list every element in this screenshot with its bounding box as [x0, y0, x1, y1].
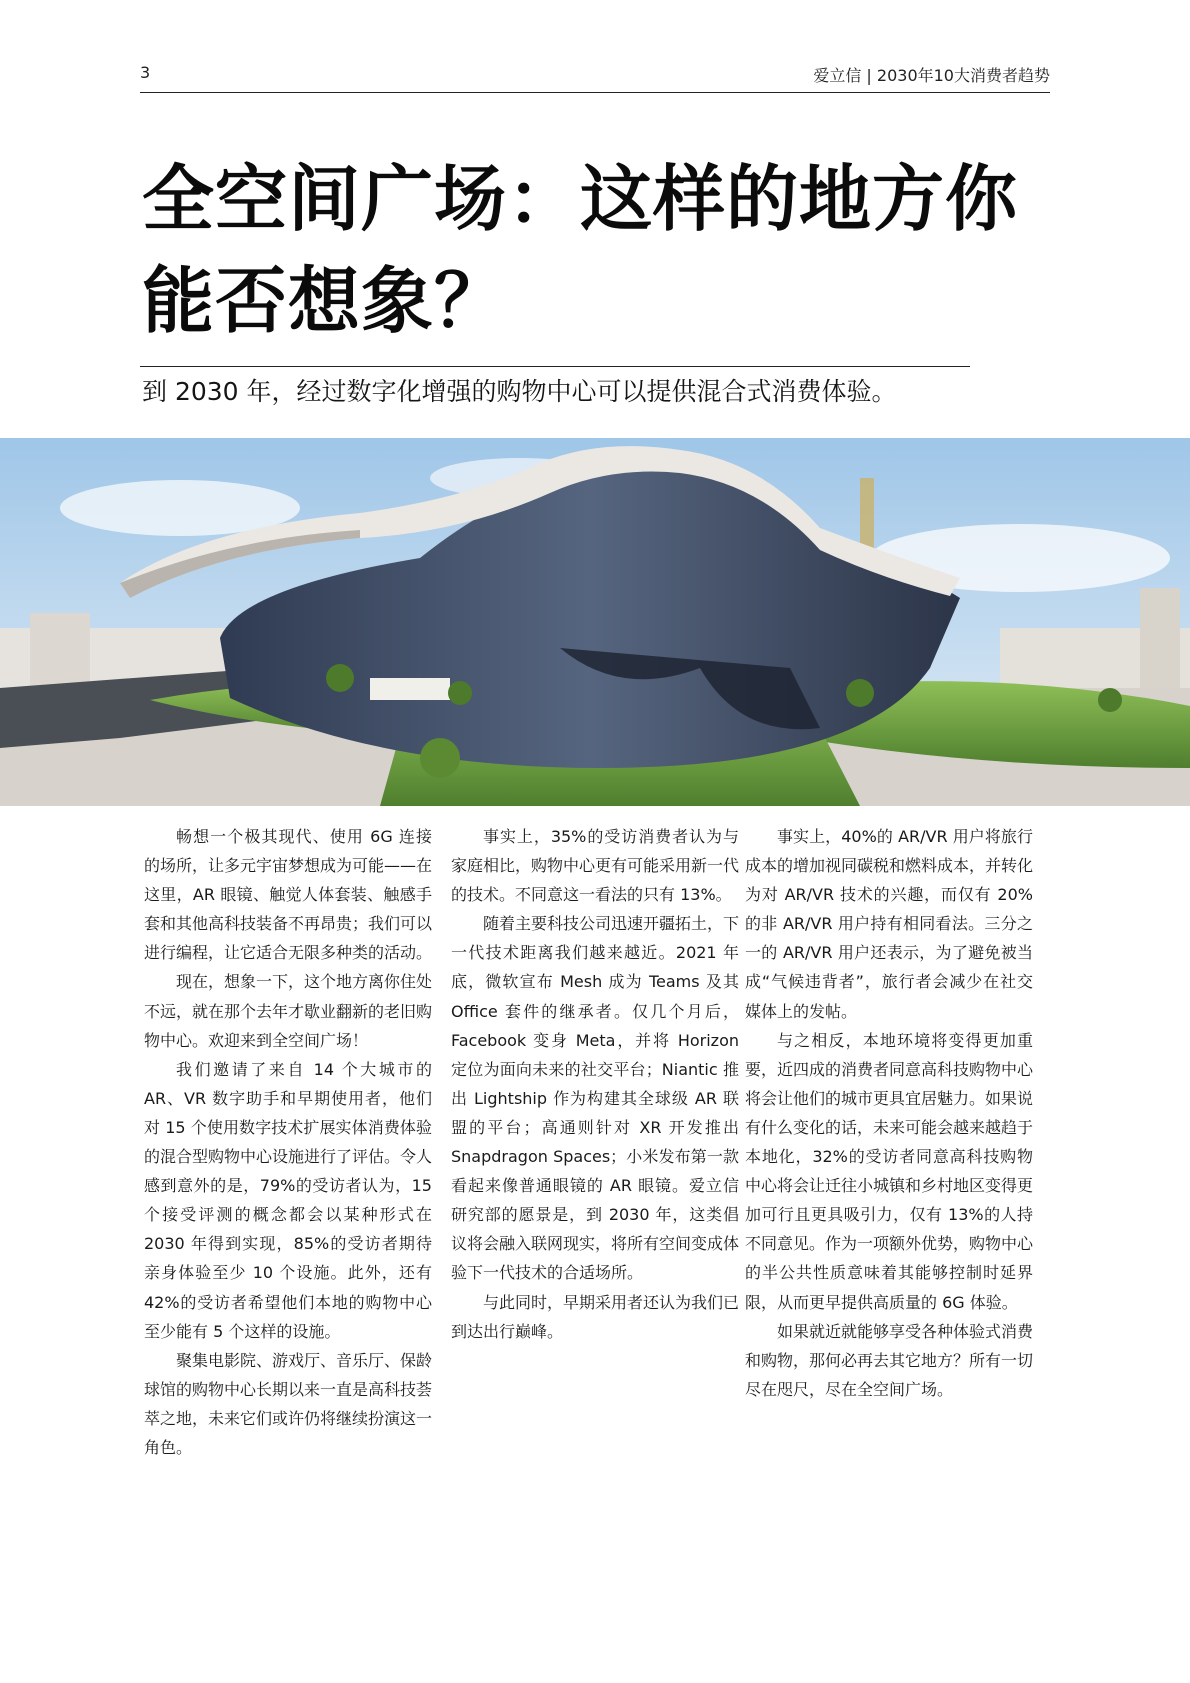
paragraph: 现在，想象一下，这个地方离你住处不远，就在那个去年才歇业翻新的老旧购物中心。欢迎来到全空间广场！ [144, 972, 433, 1050]
text-column-1 [144, 822, 432, 1462]
paragraph: 事实上，40%的 AR/VR 用户将旅行成本的增加视同碳税和燃料成本，并转化为对 AR/VR 技术的兴趣，而仅有 20%的非 AR/VR 用户持有相同看法。三分之一的 AR/VR 用户还表示，为了避免被当成“气候违背者”，旅行者会减少在社交媒体上的发帖。 [745, 827, 1034, 1021]
paragraph: 我们邀请了来自 14 个大城市的 AR、VR 数字助手和早期使用者，他们对 15 个使用数字技术扩展实体消费体验的混合型购物中心设施进行了评估。令人感到意外的是，79%的受访者认为，15 个接受评测的概念都会以某种形式在 2030 年得到实现，85%的受访者期待亲身体验至少 10 个设施。此外，还有 42%的受访者希望他们本地的购物中心至少能有 5 个这样的设施。 [144, 1059, 433, 1341]
page-subtitle: 到 2030 年，经过数字化增强的购物中心可以提供混合式消费体验。 [142, 377, 897, 406]
paragraph: 如果就近就能够享受各种体验式消费和购物，那何必再去其它地方？所有一切尽在咫尺，尽在全空间广场。 [745, 1321, 1034, 1399]
paragraph: 畅想一个极其现代、使用 6G 连接的场所，让多元宇宙梦想成为可能——在这里，AR 眼镜、触觉人体套装、触感手套和其他高科技装备不再昂贵；我们可以进行编程，让它适合无限多种类的活动。 [144, 827, 433, 963]
paragraph: 事实上，35%的受访消费者认为与家庭相比，购物中心更有可能采用新一代的技术。不同意这一看法的只有 13%。 [451, 827, 740, 905]
running-header: 爱立信 | 2030年10大消费者趋势 [813, 66, 1050, 85]
subtitle-divider [140, 366, 970, 367]
paragraph: 与此同时，早期采用者还认为我们已到达出行巅峰。 [451, 1292, 740, 1341]
text-column-2 [451, 822, 739, 1346]
page-title: 全空间广场：这样的地方你能否想象？ [142, 157, 1019, 343]
paragraph: 随着主要科技公司迅速开疆拓土，下一代技术距离我们越来越近。2021 年底，微软宣布 Mesh 成为 Teams 及其 Office 套件的继承者。仅几个月后，Facebook 变身 Meta，并将 Horizon 定位为面向未来的社交平台；Niantic 推出 Lightship 作为构建其全球级 AR 联盟的平台；高通则针对 XR 开发推出 Snapdragon Spaces；小米发布第一款看起来像普通眼镜的 AR 眼镜。爱立信研究部的愿景是，到 2030 年，这类倡议将会融入联网现实，将所有空间变成体验下一代技术的合适场所。 [451, 914, 740, 1283]
paragraph: 与之相反，本地环境将变得更加重要，近四成的消费者同意高科技购物中心将会让他们的城市更具宜居魅力。如果说有什么变化的话，未来可能会越来越趋于本地化，32%的受访者同意高科技购物中心将会让迁往小城镇和乡村地区变得更加可行且更具吸引力，仅有 13%的人持不同意见。作为一项额外优势，购物中心的半公共性质意味着其能够控制时延界限，从而更早提供高质量的 6G 体验。 [745, 1030, 1034, 1312]
text-column-3 [745, 822, 1033, 1404]
paragraph: 聚集电影院、游戏厅、音乐厅、保龄球馆的购物中心长期以来一直是高科技荟萃之地，未来它们或许仍将继续扮演这一角色。 [144, 1350, 433, 1457]
futuristic-mall-building-icon [0, 438, 1190, 806]
hero-image [0, 438, 1190, 806]
page-number: 3 [140, 63, 151, 82]
header-divider [140, 92, 1050, 93]
